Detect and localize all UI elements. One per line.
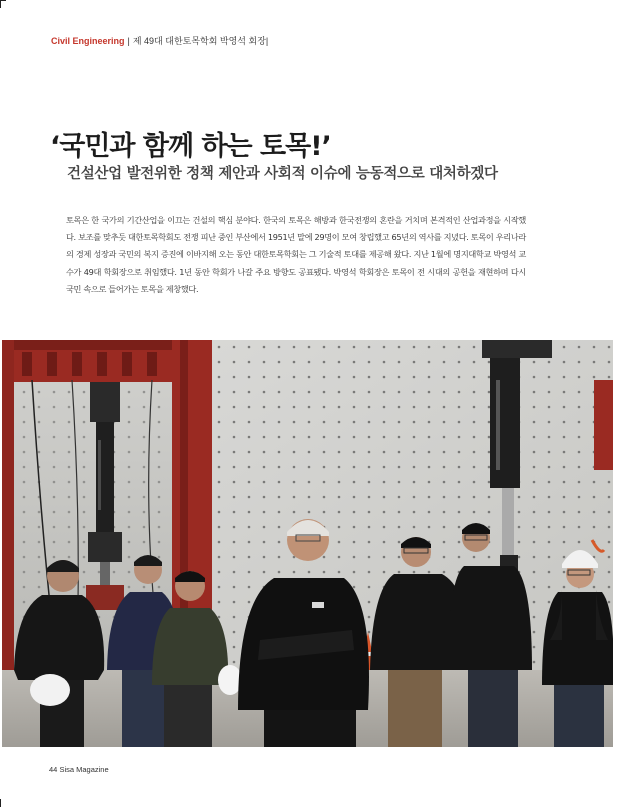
magazine-name: Sisa Magazine: [59, 765, 109, 774]
header-end-mark: |: [265, 36, 269, 46]
headline: ‘국민과 함께 하는 토목!’: [50, 131, 331, 162]
page-footer: [49, 765, 109, 774]
crop-mark-bottom-left: [0, 799, 1, 807]
crop-mark-top-left-v: [0, 0, 1, 8]
running-header: [51, 34, 268, 47]
header-separator: |: [127, 36, 130, 46]
lead-paragraph: 토목은 한 국가의 기간산업을 이끄는 건설의 핵심 분야다. 한국의 토목은 해방과 한국전쟁의 혼란을 거치며 본격적인 산업과정을 시작했다. 보조를 맞추듯 대한토목학회도 전쟁 피난 중인 부산에서 1951년 말에 29명이 모여 창립했고 65년의 역사를 지녔다. 토목이 우리나라의 경제 성장과 국민의 복지 증진에 이바지해 오는 동안 대한토목학회는 그 기술적 토대를 제공해 왔다. 지난 1월에 명지대학교 박영석 교수가 49대 학회장으로 취임했다. 1년 동안 학회가 나갈 주요 방향도 공표됐다. 박영석 학회장은 토목이 전 시대의 공헌을 재현하며 다시 국민 속으로 들어가는 토목을 제창했다.: [66, 215, 526, 294]
section-label: Civil Engineering: [51, 36, 125, 46]
page-number: 44: [49, 765, 58, 774]
header-topic: 제 49대 대한토목학회 박영석 회장: [132, 36, 266, 46]
group-photo: [2, 340, 613, 747]
subheadline: 건설산업 발전위한 정책 제안과 사회적 이슈에 능동적으로 대처하겠다: [67, 165, 498, 182]
